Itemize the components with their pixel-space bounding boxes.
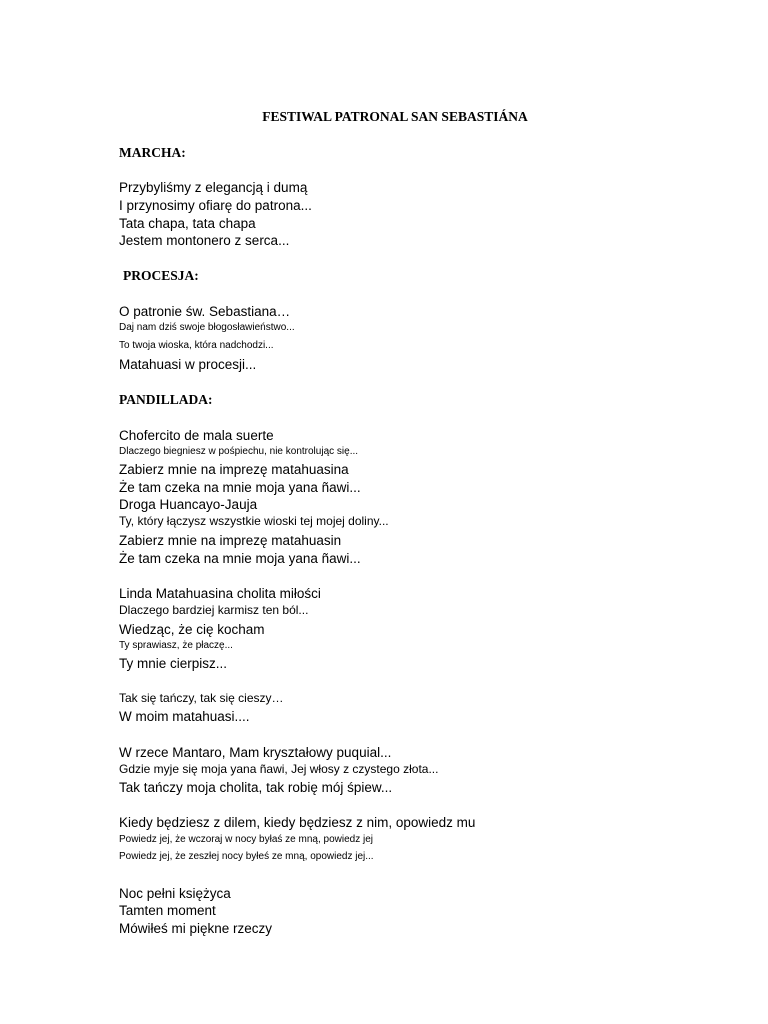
heading-marcha: MARCHA: — [119, 145, 186, 160]
lyric-line: Wiedząc, że cię kocham — [119, 622, 265, 637]
lyric-line: Przybyliśmy z elegancją i dumą — [119, 180, 308, 195]
lyric-line: Tata chapa, tata chapa — [119, 216, 256, 231]
lyric-line: Powiedz jej, że zeszłej nocy byłeś ze mną, opowiedz jej... — [119, 851, 374, 862]
lyric-line: Dlaczego biegniesz w pośpiechu, nie kontrolując się... — [119, 446, 359, 457]
lyric-line: Ty, który łączysz wszystkie wioski tej mojej doliny... — [119, 514, 389, 528]
lyric-line: Że tam czeka na mnie moja yana ñawi... — [119, 480, 361, 495]
lyric-line: Tak się tańczy, tak się cieszy… — [119, 691, 284, 705]
lyric-line: Zabierz mnie na imprezę matahuasina — [119, 462, 349, 477]
lyric-line: Kiedy będziesz z dilem, kiedy będziesz z nim, opowiedz mu — [119, 815, 476, 830]
lyric-line: Zabierz mnie na imprezę matahuasin — [119, 533, 342, 548]
lyric-line: Noc pełni księżyca — [119, 886, 231, 901]
lyric-line: Daj nam dziś swoje błogosławieństwo... — [119, 322, 295, 333]
lyric-line: Matahuasi w procesji... — [119, 357, 257, 372]
lyric-line: Jestem montonero z serca... — [119, 233, 290, 248]
heading-procesja: PROCESJA: — [123, 268, 199, 283]
heading-pandillada: PANDILLADA: — [119, 392, 213, 407]
lyric-line: Mówiłeś mi piękne rzeczy — [119, 921, 273, 936]
document-title: FESTIWAL PATRONAL SAN SEBASTIÁNA — [262, 109, 528, 124]
lyric-line: Gdzie myje się moja yana ñawi, Jej włosy z czystego złota... — [119, 762, 439, 776]
lyric-line: Tamten moment — [119, 903, 216, 918]
lyric-line: To twoja wioska, która nadchodzi... — [119, 340, 274, 351]
lyric-line: Linda Matahuasina cholita miłości — [119, 586, 321, 601]
lyric-line: Dlaczego bardziej karmisz ten ból... — [119, 603, 309, 617]
lyric-line: Ty sprawiasz, że płaczę... — [119, 640, 233, 651]
lyric-line: Że tam czeka na mnie moja yana ñawi... — [119, 551, 361, 566]
lyric-line: W moim matahuasi.... — [119, 709, 250, 724]
lyric-line: W rzece Mantaro, Mam kryształowy puquial... — [119, 745, 392, 760]
lyric-line: Droga Huancayo-Jauja — [119, 497, 258, 512]
lyric-line: Chofercito de mala suerte — [119, 428, 274, 443]
lyric-line: I przynosimy ofiarę do patrona... — [119, 198, 312, 213]
lyric-line: Tak tańczy moja cholita, tak robię mój śpiew... — [119, 780, 393, 795]
lyric-line: Powiedz jej, że wczoraj w nocy byłaś ze mną, powiedz jej — [119, 834, 373, 845]
lyric-line: O patronie św. Sebastiana… — [119, 304, 291, 319]
lyric-line: Ty mnie cierpisz... — [119, 656, 228, 671]
